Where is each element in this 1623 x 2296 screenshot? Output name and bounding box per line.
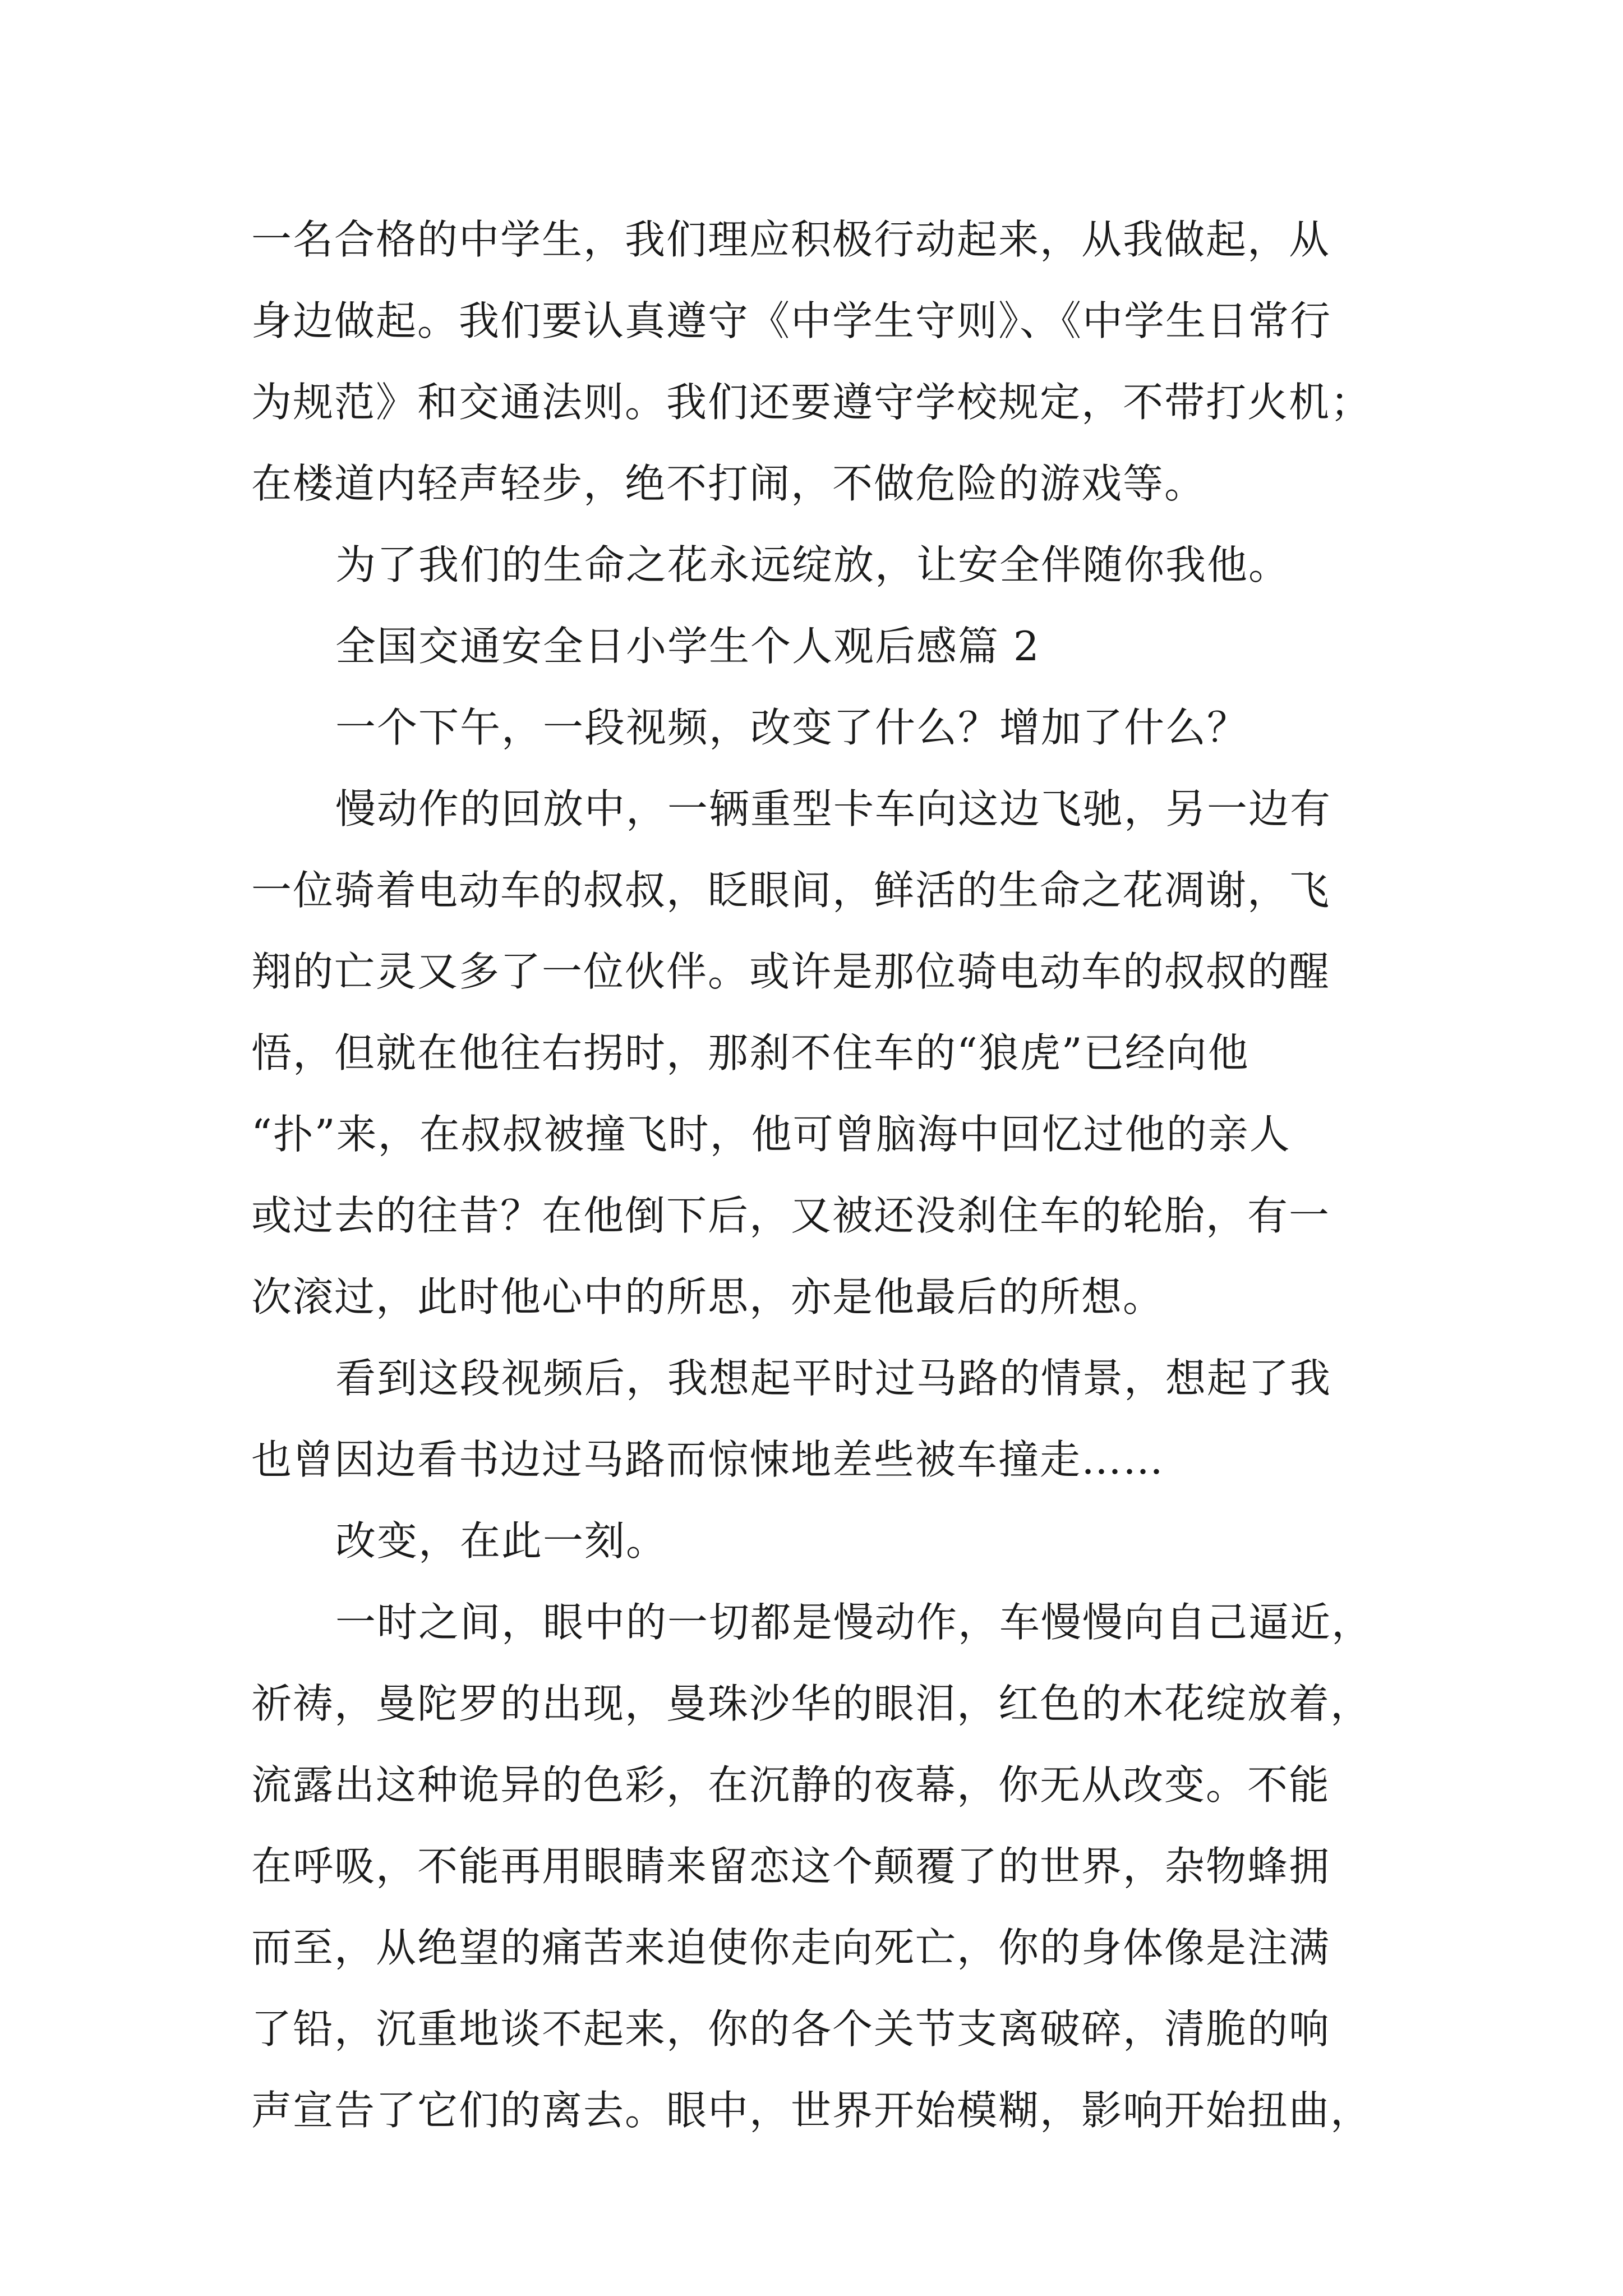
text-line: 慢动作的回放中，一辆重型卡车向这边飞驰，另一边有 [335,785,1332,832]
text-line: 次滚过，此时他心中的所思，亦是他最后的所想。 [251,1273,1165,1320]
text-line: 而至，从绝望的痛苦来迫使你走向死亡，你的身体像是注满 [251,1924,1331,1971]
text-line: 一时之间，眼中的一切都是慢动作，车慢慢向自己逼近， [335,1599,1373,1646]
section-heading: 全国交通安全日小学生个人观后感篇 2 [335,623,1040,670]
text-line: 声宣告了它们的离去。眼中，世界开始模糊，影响开始扭曲， [251,2087,1372,2134]
document-body [251,199,1401,2151]
text-line: 悟，但就在他往右拐时，那刹不住车的“狼虎”已经向他 [251,1029,1249,1076]
text-line: 也曾因边看书边过马路而惊悚地差些被车撞走…… [251,1436,1165,1483]
text-line: 为规范》和交通法则。我们还要遵守学校规定，不带打火机； [251,379,1372,426]
text-line: 一个下午，一段视频，改变了什么？增加了什么？ [335,704,1249,751]
text-line: 在楼道内轻声轻步，绝不打闹，不做危险的游戏等。 [251,460,1206,507]
text-line: 看到这段视频后，我想起平时过马路的情景，想起了我 [335,1355,1332,1402]
text-line: 一位骑着电动车的叔叔，眨眼间，鲜活的生命之花凋谢，飞 [251,867,1331,914]
text-line: 祈祷，曼陀罗的出现，曼珠沙华的眼泪，红色的木花绽放着， [251,1680,1372,1727]
text-line: 了铅，沉重地谈不起来，你的各个关节支离破碎，清脆的响 [251,2005,1331,2053]
text-line: 一名合格的中学生，我们理应积极行动起来，从我做起，从 [251,216,1331,263]
text-line: 在呼吸，不能再用眼睛来留恋这个颠覆了的世界，杂物蜂拥 [251,1843,1331,1890]
text-line: “扑”来，在叔叔被撞飞时，他可曾脑海中回忆过他的亲人 [251,1111,1291,1158]
text-line: 或过去的往昔？在他倒下后，又被还没刹住车的轮胎，有一 [251,1192,1331,1239]
text-line: 流露出这种诡异的色彩，在沉静的夜幕，你无从改变。不能 [251,1761,1331,1809]
text-line: 为了我们的生命之花永远绽放，让安全伴随你我他。 [335,541,1290,588]
text-line: 翔的亡灵又多了一位伙伴。或许是那位骑电动车的叔叔的醒 [251,948,1331,995]
text-line: 身边做起。我们要认真遵守《中学生守则》、《中学生日常行 [251,297,1332,344]
text-line: 改变，在此一刻。 [335,1517,668,1565]
